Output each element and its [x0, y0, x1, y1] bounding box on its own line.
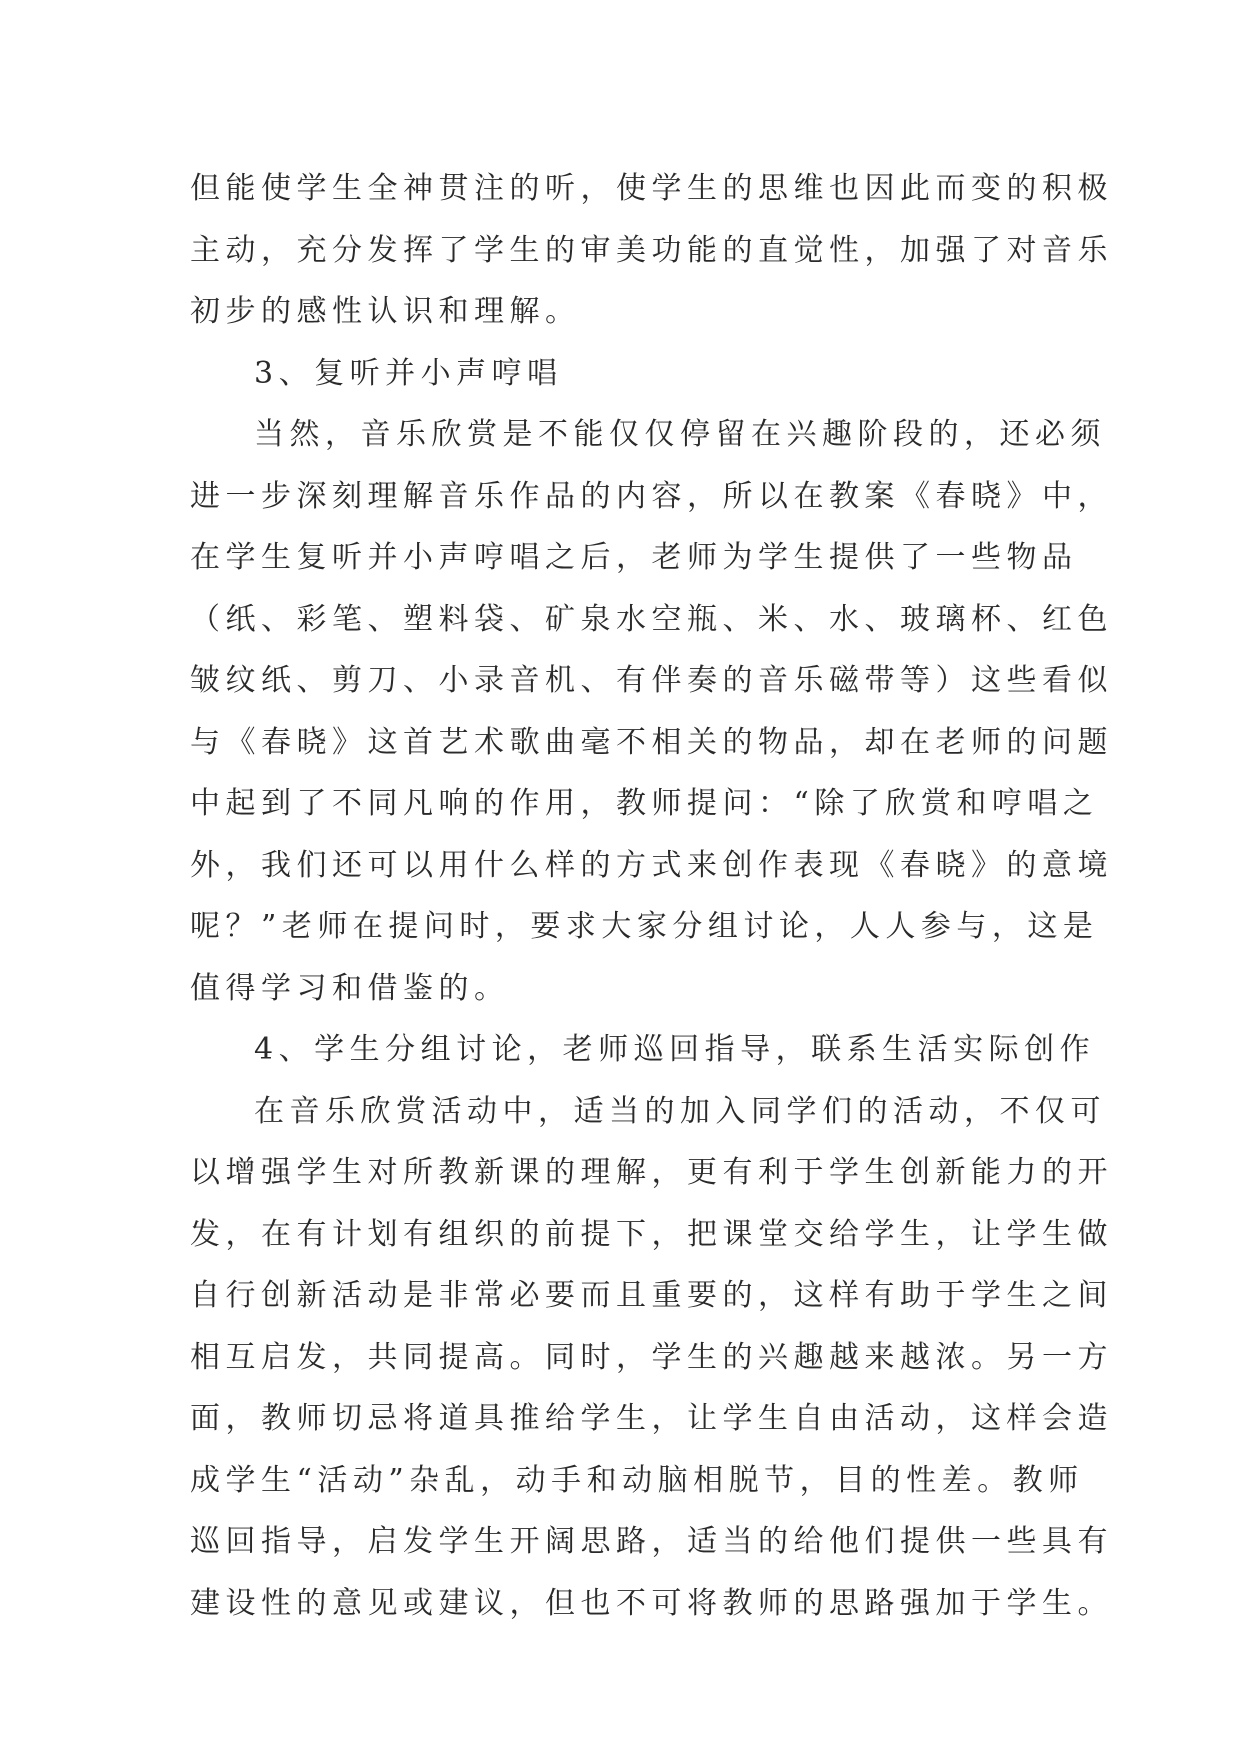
text-line: 面，教师切忌将道具推给学生，让学生自由活动，这样会造	[190, 1401, 1113, 1436]
text-line: 相互启发，共同提高。同时，学生的兴趣越来越浓。另一方	[190, 1339, 1113, 1375]
text-line: 但能使学生全神贯注的听，使学生的思维也因此而变的积极	[190, 171, 1113, 206]
text-line: 建设性的意见或建议，但也不可将教师的思路强加于学生。	[190, 1585, 1113, 1621]
text-line: 在学生复听并小声哼唱之后，老师为学生提供了一些物品	[190, 540, 1078, 575]
text-line: 成学生“活动”杂乱，动手和动脑相脱节，目的性差。教师	[190, 1462, 1084, 1498]
text-line: 巡回指导，启发学生开阔思路，适当的给他们提供一些具有	[190, 1524, 1113, 1559]
section-heading: 3、复听并小声哼唱	[254, 355, 563, 391]
text-line: 在音乐欣赏活动中，适当的加入同学们的活动，不仅可	[254, 1093, 1106, 1129]
text-line: 呢？”老师在提问时，要求大家分组讨论，人人参与，这是	[190, 909, 1099, 944]
text-line: 以增强学生对所教新课的理解，更有利于学生创新能力的开	[190, 1155, 1113, 1190]
text-line: 发，在有计划有组织的前提下，把课堂交给学生，让学生做	[190, 1216, 1113, 1252]
text-line: 自行创新活动是非常必要而且重要的，这样有助于学生之间	[190, 1278, 1113, 1313]
section-heading: 4、学生分组讨论，老师巡回指导，联系生活实际创作	[254, 1032, 1096, 1067]
text-line: 初步的感性认识和理解。	[190, 294, 581, 329]
text-line: 进一步深刻理解音乐作品的内容，所以在教案《春晓》中，	[190, 478, 1113, 514]
text-line: 与《春晓》这首艺术歌曲毫不相关的物品，却在老师的问题	[190, 724, 1113, 760]
text-line: 值得学习和借鉴的。	[190, 970, 510, 1006]
text-line: 主动，充分发挥了学生的审美功能的直觉性，加强了对音乐	[190, 232, 1113, 268]
document-body	[190, 158, 1113, 1634]
text-line: 皱纹纸、剪刀、小录音机、有伴奏的音乐磁带等）这些看似	[190, 663, 1113, 698]
text-line: 外，我们还可以用什么样的方式来创作表现《春晓》的意境	[190, 847, 1113, 883]
text-line: （纸、彩笔、塑料袋、矿泉水空瓶、米、水、玻璃杯、红色	[190, 601, 1113, 637]
text-line: 当然，音乐欣赏是不能仅仅停留在兴趣阶段的，还必须	[254, 417, 1106, 452]
text-line: 中起到了不同凡响的作用，教师提问：“除了欣赏和哼唱之	[190, 786, 1099, 821]
